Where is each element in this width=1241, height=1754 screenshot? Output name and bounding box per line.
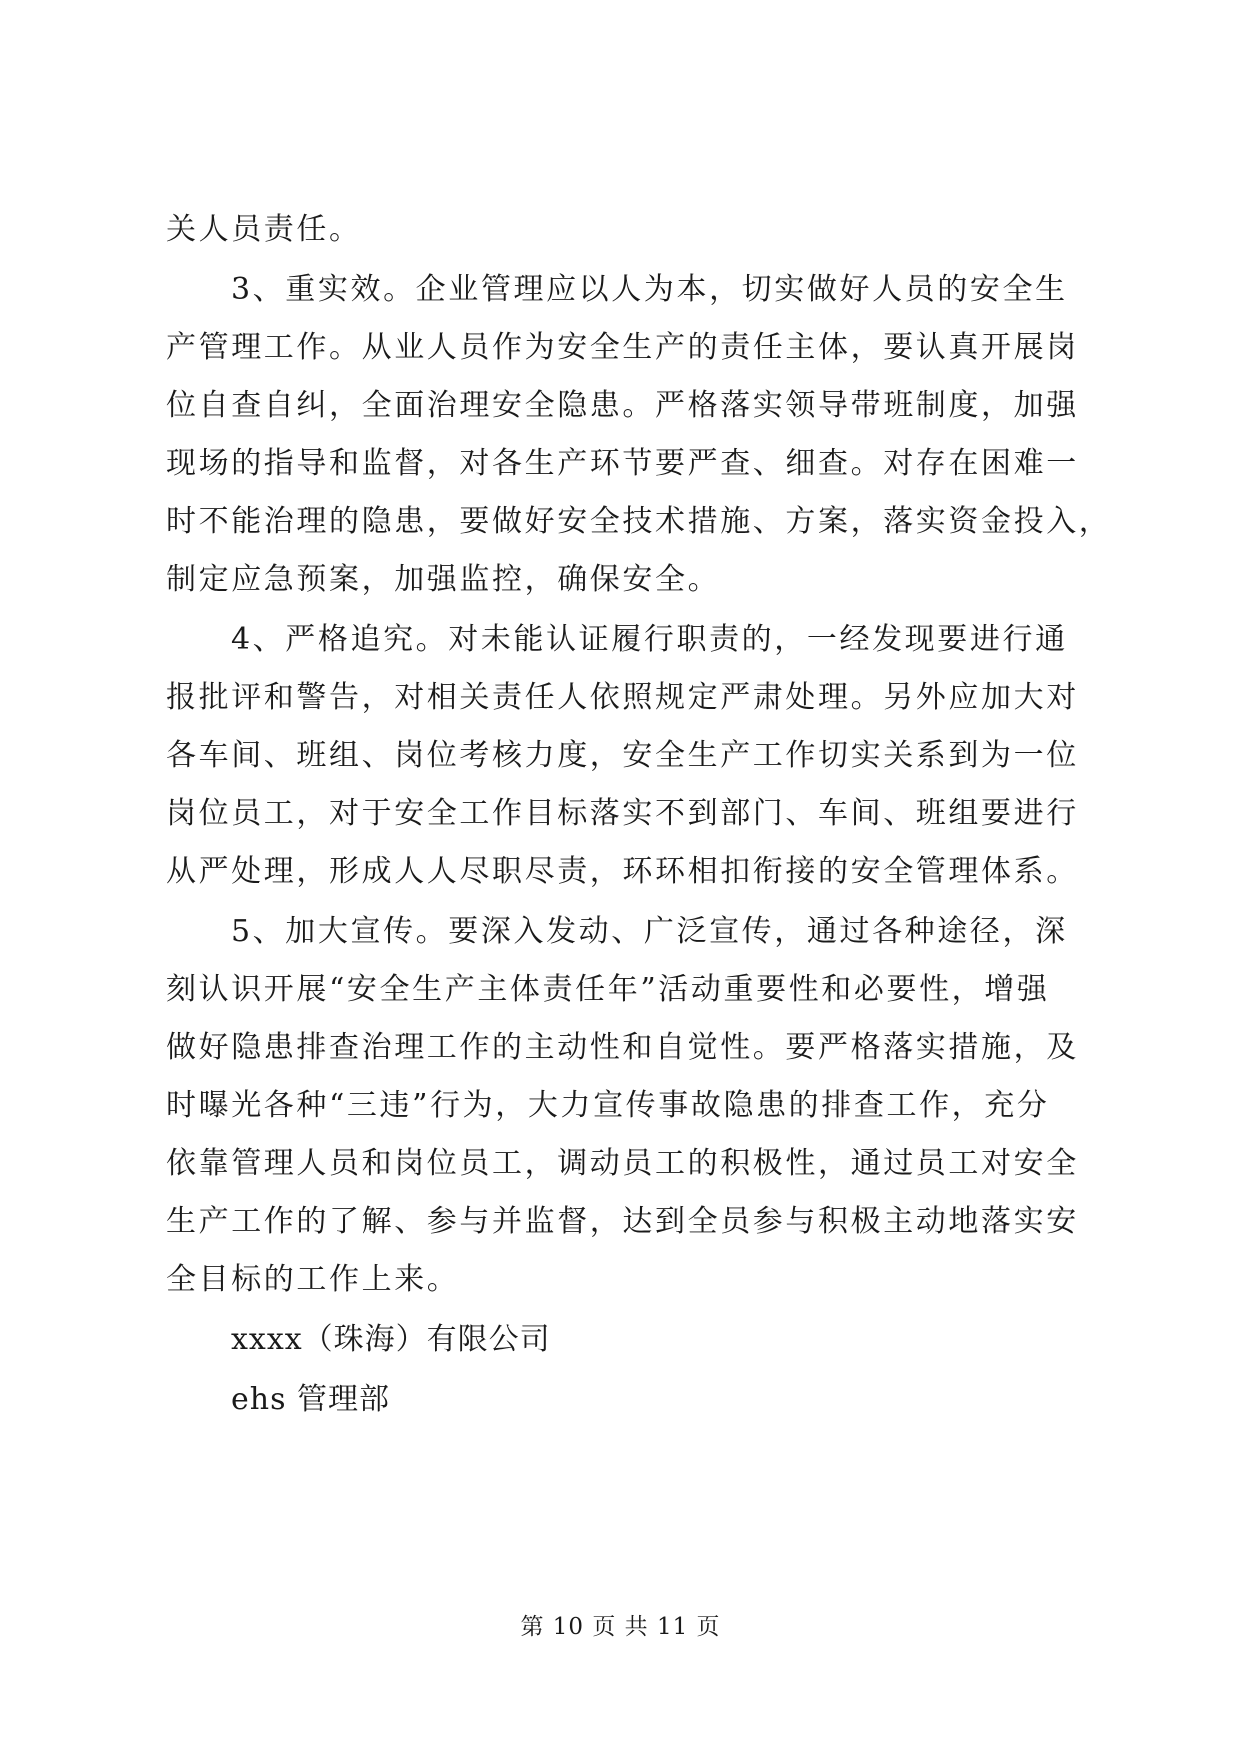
text-line: 从严处理，形成人人尽职尽责，环环相扣衔接的安全管理体系。 bbox=[166, 854, 1079, 889]
text-line: 依靠管理人员和岗位员工，调动员工的积极性，通过员工对安全 bbox=[166, 1146, 1079, 1181]
paragraph-3-line: 3、重实效。企业管理应以人为本，切实做好人员的安全生 bbox=[231, 272, 1068, 307]
text-line: 报批评和警告，对相关责任人依照规定严肃处理。另外应加大对 bbox=[166, 680, 1079, 715]
text-line: 刻认识开展“安全生产主体责任年”活动重要性和必要性，增强 bbox=[166, 972, 1050, 1007]
paragraph-4-line: 4、严格追究。对未能认证履行职责的，一经发现要进行通 bbox=[231, 622, 1068, 657]
paragraph-5-line: 5、加大宣传。要深入发动、广泛宣传，通过各种途径，深 bbox=[231, 914, 1068, 949]
text-line: 关人员责任。 bbox=[166, 212, 362, 247]
text-line: 产管理工作。从业人员作为安全生产的责任主体，要认真开展岗 bbox=[166, 330, 1079, 365]
page-number: 第 10 页 共 11 页 bbox=[520, 1614, 721, 1640]
text-line: 岗位员工，对于安全工作目标落实不到部门、车间、班组要进行 bbox=[166, 796, 1079, 831]
company-name: xxxx（珠海）有限公司 bbox=[231, 1322, 551, 1357]
department-name: ehs 管理部 bbox=[231, 1382, 391, 1417]
text-line: 各车间、班组、岗位考核力度，安全生产工作切实关系到为一位 bbox=[166, 738, 1079, 773]
text-line: 生产工作的了解、参与并监督，达到全员参与积极主动地落实安 bbox=[166, 1204, 1079, 1239]
text-line: 时不能治理的隐患，要做好安全技术措施、方案，落实资金投入， bbox=[166, 504, 1112, 539]
text-line: 制定应急预案，加强监控，确保安全。 bbox=[166, 562, 721, 597]
text-line: 现场的指导和监督，对各生产环节要严查、细查。对存在困难一 bbox=[166, 446, 1079, 481]
text-line: 位自查自纠，全面治理安全隐患。严格落实领导带班制度，加强 bbox=[166, 388, 1079, 423]
text-line: 做好隐患排查治理工作的主动性和自觉性。要严格落实措施，及 bbox=[166, 1030, 1079, 1065]
text-line: 时曝光各种“三违”行为，大力宣传事故隐患的排查工作，充分 bbox=[166, 1088, 1050, 1123]
text-line: 全目标的工作上来。 bbox=[166, 1262, 460, 1297]
